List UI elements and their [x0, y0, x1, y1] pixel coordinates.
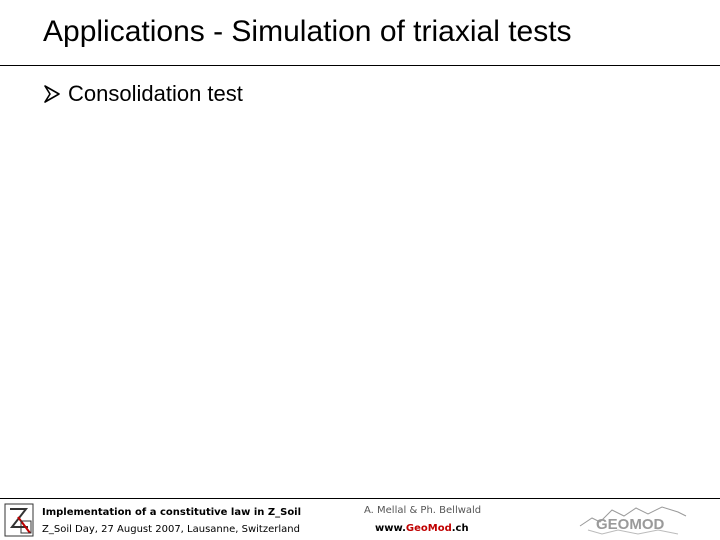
url-suffix: .ch [451, 523, 469, 534]
footer-event: Z_Soil Day, 27 August 2007, Lausanne, Switzerland [42, 524, 300, 535]
geomod-logo-icon [578, 504, 690, 538]
zsoil-logo-icon [4, 503, 34, 537]
bullet-item [44, 80, 243, 108]
url-geo: Geo [405, 523, 428, 534]
slide-title: Applications - Simulation of triaxial tests [43, 15, 572, 48]
footer-website[interactable] [375, 523, 469, 535]
arrow-bullet-icon [44, 85, 60, 103]
footer-authors: A. Mellal & Ph. Bellwald [364, 505, 482, 516]
footer-divider [0, 498, 720, 499]
url-mod: Mod [427, 523, 452, 534]
bullet-text: Consolidation test [68, 81, 243, 106]
footer-presentation-title: Implementation of a constitutive law in Z_Soil [42, 507, 302, 518]
url-prefix: www. [375, 523, 406, 534]
title-divider [0, 65, 720, 66]
geomod-logo-text: GEOMOD [596, 516, 665, 533]
